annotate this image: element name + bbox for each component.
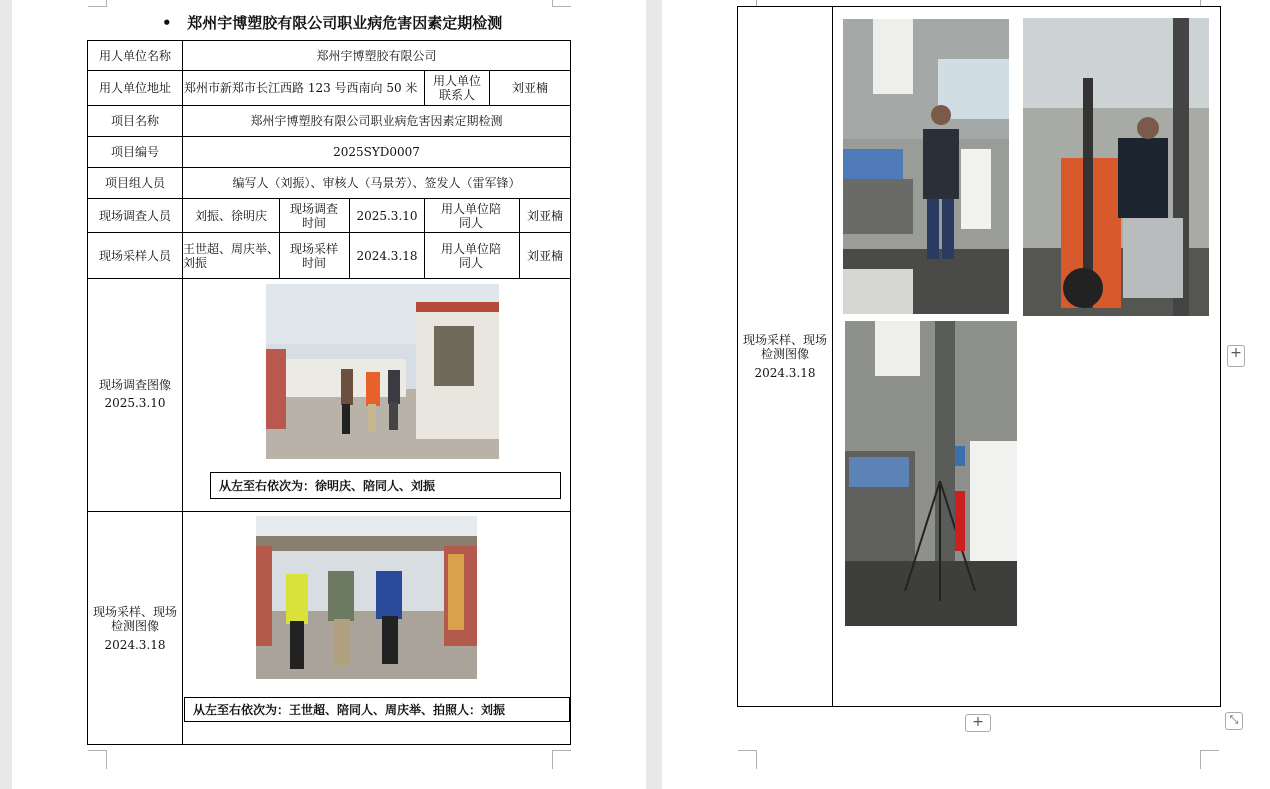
sampling-image-label: 现场采样、现场检测图像 (92, 605, 177, 633)
project-no-value: 2025SYD0007 (333, 145, 420, 159)
sampling-staff-label: 现场采样人员 (98, 248, 171, 263)
survey-time-label: 现场调查时间 (289, 201, 338, 230)
sampling-photo-caption: 从左至右依次为：王世超、陪同人、周庆举、拍照人：刘振 (184, 697, 570, 722)
bullet: • (162, 14, 172, 32)
sampling-companion-label: 用人单位陪同人 (440, 241, 501, 270)
document-page-2 (662, 0, 1270, 789)
sampling-time-value: 2024.3.18 (356, 248, 418, 263)
survey-staff-label: 现场调查人员 (98, 208, 171, 223)
unit-name-value: 郑州宇博塑胶有限公司 (316, 48, 437, 63)
page2-image-label: 现场采样、现场检测图像 (742, 333, 827, 361)
project-name-value: 郑州宇博塑胶有限公司职业病危害因素定期检测 (250, 114, 503, 128)
team-label: 项目组人员 (104, 176, 165, 190)
crop-mark (552, 0, 571, 7)
sampling-photo-worker (843, 19, 1009, 314)
survey-time-value: 2025.3.10 (356, 208, 418, 223)
project-no-label: 项目编号 (110, 145, 159, 159)
address-label: 用人单位地址 (98, 81, 171, 95)
unit-name-label: 用人单位名称 (98, 48, 171, 63)
contact-value: 刘亚楠 (511, 81, 548, 95)
crop-mark (88, 0, 107, 7)
sampling-photo-instrument (845, 321, 1017, 626)
crop-mark (1200, 750, 1219, 769)
team-value: 编写人（刘振）、审核人（马景芳）、签发人（雷军锋） (232, 176, 521, 190)
address-value: 郑州市新郑市长江西路 123 号西南向 50 米 (184, 81, 418, 95)
sampling-staff-value: 王世超、周庆举、刘振 (183, 241, 280, 270)
sampling-time-label: 现场采样时间 (289, 241, 338, 270)
sampling-photo (256, 516, 477, 679)
document-title (162, 12, 502, 33)
survey-companion-value: 刘亚楠 (526, 208, 563, 223)
survey-photo (266, 284, 499, 459)
survey-image-date: 2025.3.10 (104, 396, 166, 410)
page2-image-date: 2024.3.18 (754, 366, 816, 380)
title-text: 郑州宇博塑胶有限公司职业病危害因素定期检测 (187, 14, 503, 32)
survey-photo-caption: 从左至右依次为：徐明庆、陪同人、刘振 (210, 472, 561, 499)
crop-mark (552, 750, 571, 769)
add-row-button[interactable]: + (965, 714, 991, 732)
resize-table-icon[interactable]: ⤡ (1225, 712, 1243, 730)
survey-image-label: 现场调查图像 (98, 378, 171, 392)
crop-mark (88, 750, 107, 769)
sampling-photo-forklift (1023, 18, 1209, 316)
crop-mark (738, 750, 757, 769)
document-page-1 (12, 0, 646, 789)
contact-label: 用人单位联系人 (432, 74, 481, 102)
survey-staff-value: 刘振、徐明庆 (194, 208, 267, 223)
survey-companion-label: 用人单位陪同人 (440, 201, 501, 230)
sampling-image-date: 2024.3.18 (104, 638, 166, 652)
project-name-label: 项目名称 (110, 114, 159, 128)
add-column-button[interactable]: + (1227, 345, 1245, 367)
sampling-companion-value: 刘亚楠 (526, 248, 563, 263)
